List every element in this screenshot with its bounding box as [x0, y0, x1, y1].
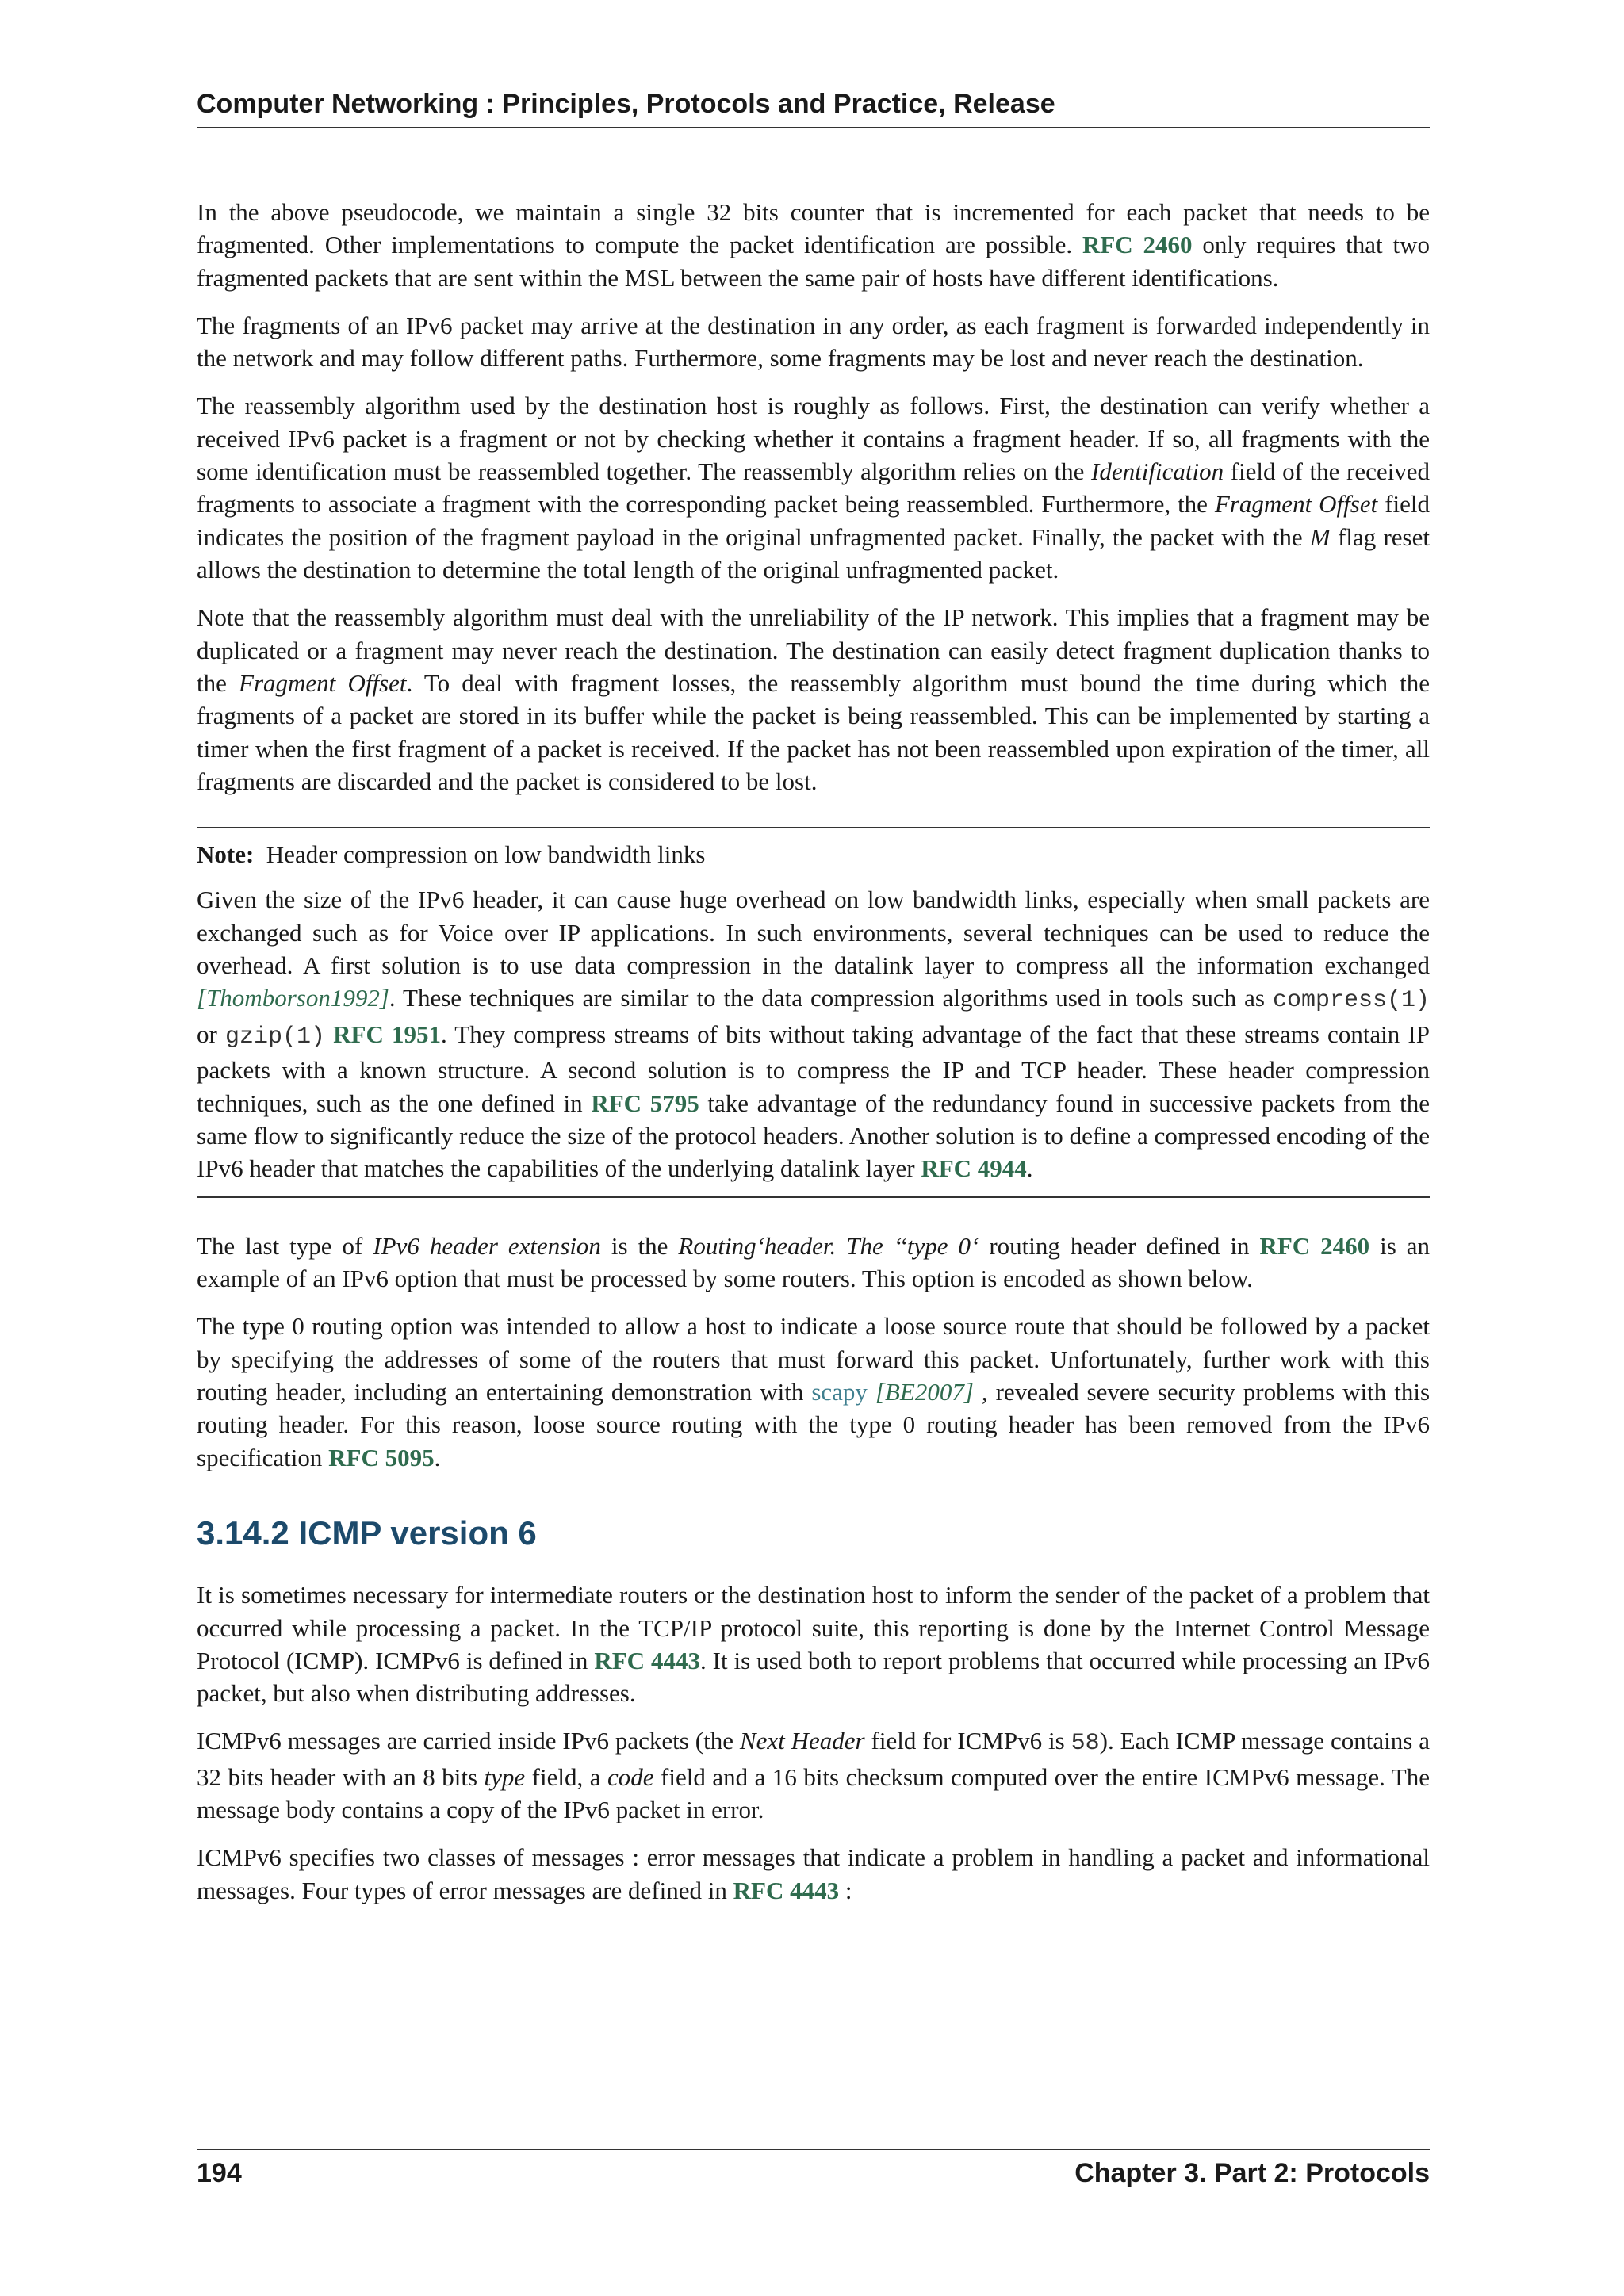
rfc-2460-link[interactable]: RFC 2460	[1082, 231, 1193, 259]
chapter-title: Chapter 3. Part 2: Protocols	[1074, 2158, 1430, 2188]
note-box	[197, 827, 1430, 1198]
paragraph-icmp-format: ICMPv6 messages are carried inside IPv6 packets (the Next Header field for ICMPv6 is 58). Each ICMP message contains a 32 bits header with an 8 bits type field, a code field and a 16 bits checksum computed over the entire ICMPv6 message. The message body contains a copy of the IPv6 packet in error.	[197, 1727, 1431, 1824]
header-rule	[197, 127, 1430, 128]
rfc-2460-link-2[interactable]: RFC 2460	[1259, 1231, 1370, 1260]
page-footer	[197, 2158, 1430, 2189]
paragraph-icmp-intro: It is sometimes necessary for intermediate routers or the destination host to inform the sender of the packet of a problem that occurred while processing a packet. In the TCP/IP protocol suite, this reporting is done by the Internet Control Message Protocol (ICMP). ICMPv6 is defined in RFC 4443. It is used both to report problems that occurred while processing an IPv6 packet, but also when distributing addresses.	[197, 1581, 1430, 1708]
scapy-link[interactable]: scapy	[811, 1377, 868, 1406]
note-text: Given the size of the IPv6 header, it can cause huge overhead on low bandwidth links, especially when small packets are exchanged such as for Voice over IP applications. In such environments, several techniques can be used to reduce the overhead. A first solution is to use data compression in the datalink layer to compress all the information exchanged [Thomborson1992]. These techniques are similar to the data compression algorithms used in tools such as compress(1) or gzip(1) RFC 1951. They compress streams of bits without taking advantage of the fact that these streams contain IP packets with a known structure. A second solution is to compress the IP and TCP header. These header compression techniques, such as the one defined in RFC 5795 take advantage of the redundancy found in successive packets from the same flow to significantly reduce the size of the protocol headers. Another solution is to define a compressed encoding of the IPv6 header that matches the capabilities of the underlying datalink layer RFC 4944.	[197, 886, 1430, 1183]
rfc-4443-link[interactable]: RFC 4443	[594, 1647, 700, 1674]
paragraph-routing-header: The last type of IPv6 header extension is the Routing‘header. The ‘‘type 0‘ routing header defined in RFC 2460 is an example of an IPv6 option that must be processed by some routers. This option is encoded as shown below.	[197, 1231, 1431, 1293]
paragraph-reassembly-algorithm: The reassembly algorithm used by the destination host is roughly as follows. First, the destination can verify whether a received IPv6 packet is a fragment or not by checking whether it contains a fragment header. If so, all fragments with the some identification must be reassembled together. The reassembly algorithm relies on the Identification field of the received fragments to associate a fragment with the corresponding packet being reassembled. Furthermore, the Fragment Offset field indicates the position of the fragment payload in the original unfragmented packet. Finally, the packet with the M flag reset allows the destination to determine the total length of the original unfragmented packet.	[197, 392, 1431, 584]
section-heading: 3.14.2 ICMP version 6	[197, 1514, 537, 1552]
rfc-1951-link[interactable]: RFC 1951	[333, 1020, 441, 1048]
paragraph-reassembly-reliability: Note that the reassembly algorithm must deal with the unreliability of the IP network. This implies that a fragment may be duplicated or a fragment may never reach the destination. The destination can easily detect fragment duplication thanks to the Fragment Offset. To deal with fragment losses, the reassembly algorithm must bound the time during which the fragments of a packet are stored in its buffer while the packet is being reassembled. This can be implemented by starting a timer when the first fragment of a packet is received. If the packet has not been reassembled upon expiration of the timer, all fragments are discarded and the packet is considered to be lost.	[197, 603, 1430, 796]
citation-be2007[interactable]: [BE2007]	[875, 1377, 974, 1406]
page-number: 194	[197, 2158, 242, 2188]
code-gzip: gzip(1)	[224, 1023, 325, 1050]
paragraph-type0-routing: The type 0 routing option was intended to allow a host to indicate a loose source route that should be followed by a packet by specifying the addresses of some of the routers that must forward this packet. Unfortunately, further work with this routing header, including an entertaining demonstration with scapy [BE2007] , revealed severe security problems with this routing header. For this reason, loose source routing with the type 0 routing header has been removed from the IPv6 specification RFC 5095.	[197, 1312, 1431, 1471]
paragraph-icmp-classes: ICMPv6 specifies two classes of messages : error messages that indicate a problem in handling a packet and informational messages. Four types of error messages are defined in RFC 4443 :	[197, 1843, 1430, 1904]
code-58: 58	[1071, 1730, 1100, 1758]
note-heading	[197, 838, 1430, 871]
paragraph-fragment-identification: In the above pseudocode, we maintain a single 32 bits counter that is incremented for each packet that needs to be fragmented. Other implementations to compute the packet identification are possible. RFC 2460 only requires that two fragmented packets that are sent within the MSL between the same pair of hosts have different identifications.	[197, 198, 1430, 292]
code-compress: compress(1)	[1272, 987, 1430, 1015]
rfc-5795-link[interactable]: RFC 5795	[591, 1089, 699, 1117]
paragraph-fragment-arrival: The fragments of an IPv6 packet may arrive at the destination in any order, as each fragment is forwarded independently in the network and may follow different paths. Furthermore, some fragments may be lost and never reach the destination.	[197, 311, 1430, 373]
note-label: Note:	[197, 840, 255, 868]
page-body	[197, 196, 1430, 1922]
footer-rule	[197, 2149, 1430, 2150]
note-title: Header compression on low bandwidth links	[266, 840, 706, 868]
running-header: Computer Networking : Principles, Protocols and Practice, Release	[197, 89, 1055, 119]
rfc-4443-link-2[interactable]: RFC 4443	[733, 1876, 840, 1904]
citation-thomborson1992[interactable]: [Thomborson1992]	[197, 984, 389, 1012]
rfc-5095-link[interactable]: RFC 5095	[328, 1443, 435, 1471]
rfc-4944-link[interactable]: RFC 4944	[921, 1154, 1027, 1183]
